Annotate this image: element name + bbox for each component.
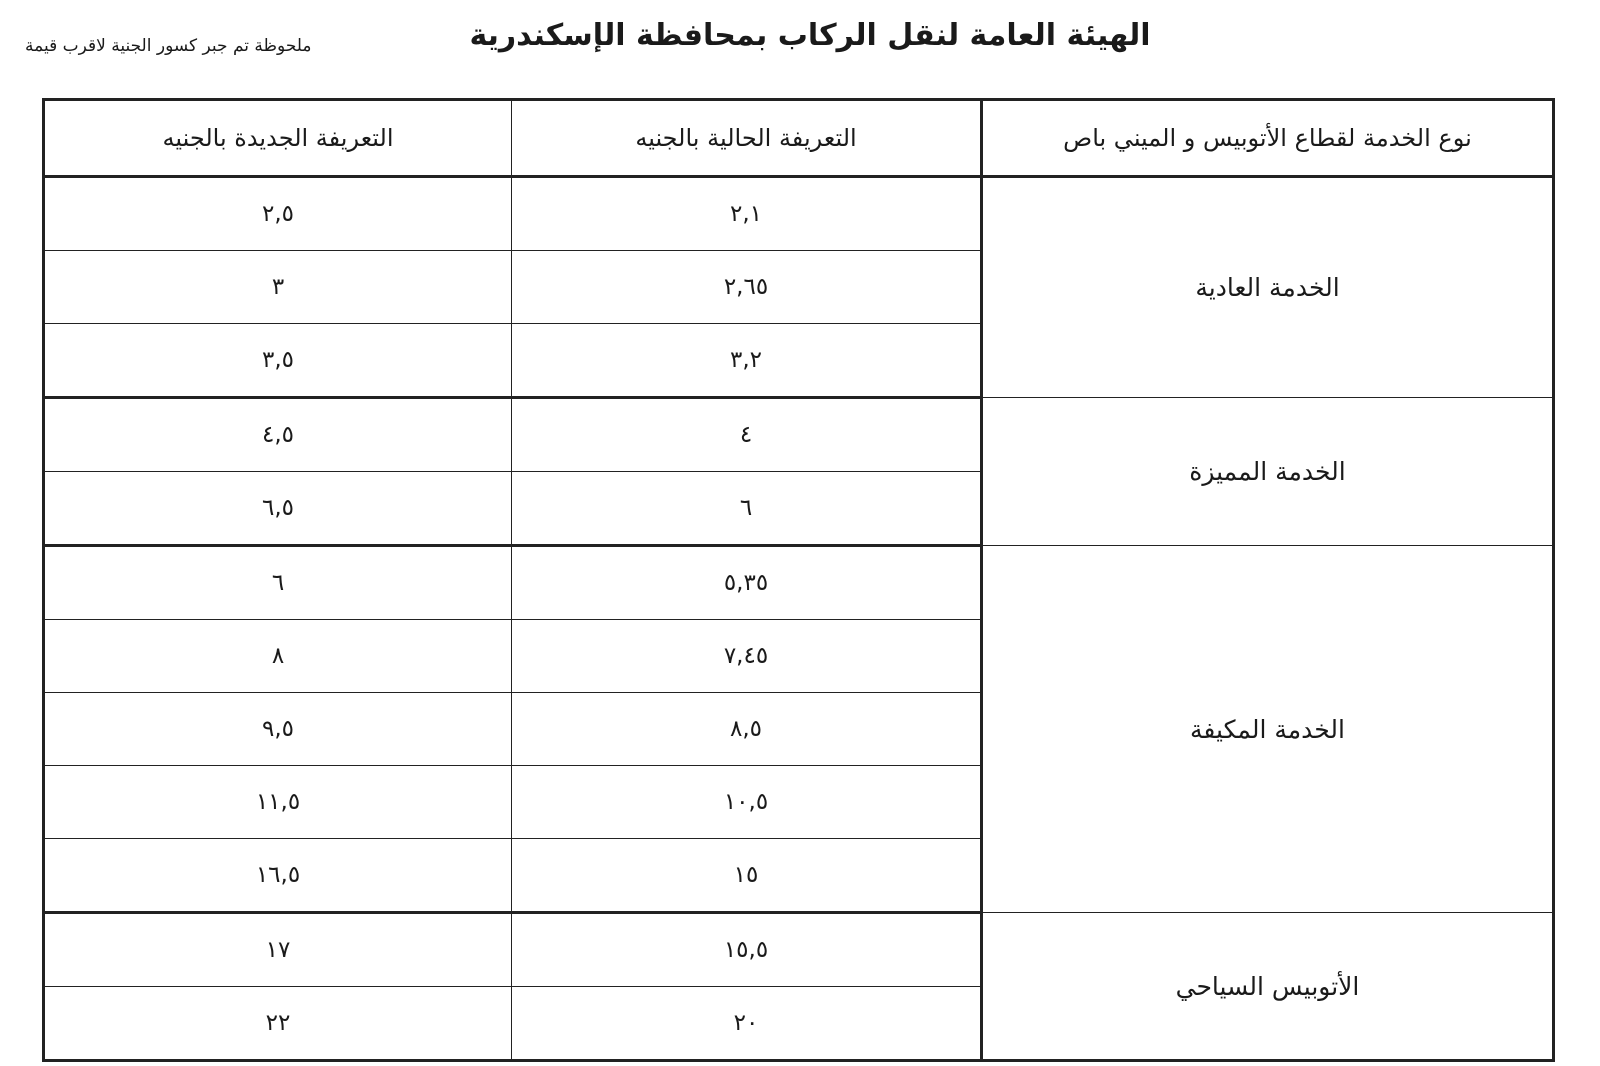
new-tariff-cell: ٨ — [44, 620, 512, 693]
table-row — [44, 913, 1554, 987]
current-tariff-cell: ٢,١ — [512, 177, 982, 251]
current-tariff-cell: ١٥ — [512, 839, 982, 913]
table-header-row — [44, 100, 1554, 177]
service-regular: الخدمة العادية — [982, 177, 1554, 398]
rounding-note: ملحوظة تم جبر كسور الجنية لاقرب قيمة — [25, 36, 312, 56]
current-tariff-cell: ٦ — [512, 472, 982, 546]
new-tariff-cell: ٦,٥ — [44, 472, 512, 546]
current-tariff-cell: ٢,٦٥ — [512, 251, 982, 324]
service-tourist-bus: الأتوبيس السياحي — [982, 913, 1554, 1061]
header-current-tariff: التعريفة الحالية بالجنيه — [512, 100, 982, 177]
current-tariff-cell: ٤ — [512, 398, 982, 472]
service-distinguished: الخدمة المميزة — [982, 398, 1554, 546]
new-tariff-cell: ٦ — [44, 546, 512, 620]
current-tariff-cell: ٥,٣٥ — [512, 546, 982, 620]
table-row — [44, 398, 1554, 472]
new-tariff-cell: ١١,٥ — [44, 766, 512, 839]
new-tariff-cell: ٣ — [44, 251, 512, 324]
new-tariff-cell: ٢٢ — [44, 987, 512, 1061]
current-tariff-cell: ٢٠ — [512, 987, 982, 1061]
new-tariff-cell: ٣,٥ — [44, 324, 512, 398]
current-tariff-cell: ٣,٢ — [512, 324, 982, 398]
current-tariff-cell: ١٥,٥ — [512, 913, 982, 987]
header-service-type: نوع الخدمة لقطاع الأتوبيس و الميني باص — [982, 100, 1554, 177]
current-tariff-cell: ٧,٤٥ — [512, 620, 982, 693]
new-tariff-cell: ١٦,٥ — [44, 839, 512, 913]
new-tariff-cell: ١٧ — [44, 913, 512, 987]
current-tariff-cell: ١٠,٥ — [512, 766, 982, 839]
service-air-conditioned: الخدمة المكيفة — [982, 546, 1554, 913]
new-tariff-cell: ٤,٥ — [44, 398, 512, 472]
new-tariff-cell: ٩,٥ — [44, 693, 512, 766]
tariff-table — [42, 98, 1555, 1062]
header-new-tariff: التعريفة الجديدة بالجنيه — [44, 100, 512, 177]
table-row — [44, 177, 1554, 251]
current-tariff-cell: ٨,٥ — [512, 693, 982, 766]
new-tariff-cell: ٢,٥ — [44, 177, 512, 251]
document-title: الهيئة العامة لنقل الركاب بمحافظة الإسكندرية — [469, 18, 1151, 53]
table-row — [44, 546, 1554, 620]
